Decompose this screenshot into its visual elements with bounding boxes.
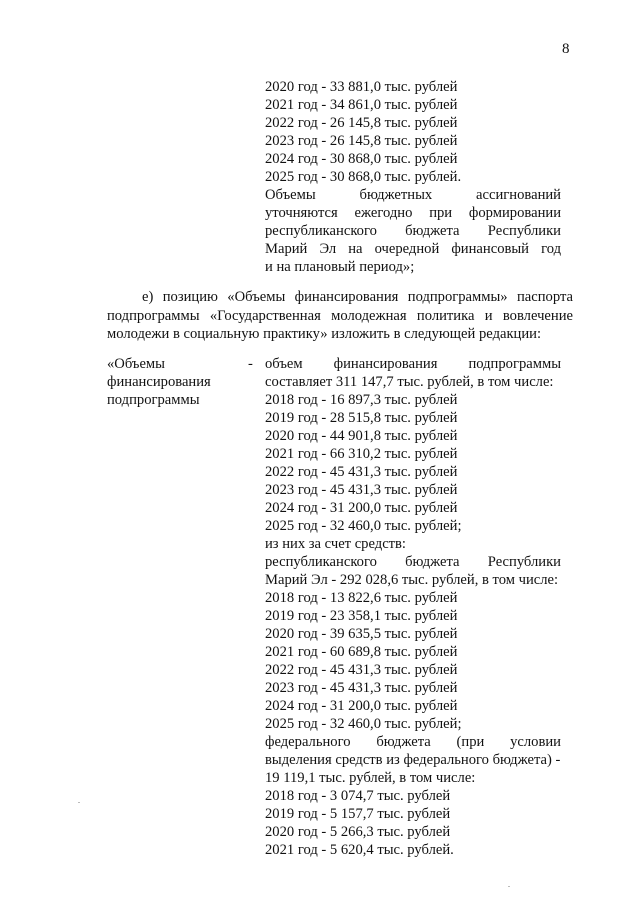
republic-year-line: 2021 год - 60 689,8 тыс. рублей [265, 644, 458, 660]
note-line: Марий Эл на очередной финансовый год [265, 241, 561, 257]
federal-line: 19 119,1 тыс. рублей, в том числе: [265, 770, 476, 786]
total-year-line: 2020 год - 44 901,8 тыс. рублей [265, 428, 458, 444]
year-line: 2020 год - 33 881,0 тыс. рублей [265, 79, 458, 95]
table-dash: - [248, 356, 253, 372]
year-line: 2022 год - 26 145,8 тыс. рублей [265, 115, 458, 131]
scan-speck [508, 886, 510, 887]
label-line: финансирования [107, 374, 211, 390]
republic-year-line: 2025 год - 32 460,0 тыс. рублей; [265, 716, 462, 732]
year-line: 2025 год - 30 868,0 тыс. рублей. [265, 169, 462, 185]
year-line: 2021 год - 34 861,0 тыс. рублей [265, 97, 458, 113]
republic-year-line: 2024 год - 31 200,0 тыс. рублей [265, 698, 458, 714]
total-year-line: 2019 год - 28 515,8 тыс. рублей [265, 410, 458, 426]
paragraph-e: е) позицию «Объемы финансирования подпрограммы» паспорта подпрограммы «Государственная молодежная политика и вовлечение молодежи в социальную практику» изложить в следующей редакции: [107, 289, 573, 342]
year-line: 2024 год - 30 868,0 тыс. рублей [265, 151, 458, 167]
federal-year-line: 2020 год - 5 266,3 тыс. рублей [265, 824, 451, 840]
republic-year-line: 2022 год - 45 431,3 тыс. рублей [265, 662, 458, 678]
label-line: «Объемы [107, 356, 165, 372]
sources-heading: из них за счет средств: [265, 536, 406, 552]
federal-year-line: 2021 год - 5 620,4 тыс. рублей. [265, 842, 454, 858]
table-label [107, 355, 247, 409]
republic-year-line: 2020 год - 39 635,5 тыс. рублей [265, 626, 458, 642]
republic-line: Марий Эл - 292 028,6 тыс. рублей, в том числе: [265, 572, 559, 588]
note-line: уточняются ежегодно при формировании [265, 205, 561, 221]
republic-year-line: 2018 год - 13 822,6 тыс. рублей [265, 590, 458, 606]
total-year-line: 2025 год - 32 460,0 тыс. рублей; [265, 518, 462, 534]
total-year-line: 2024 год - 31 200,0 тыс. рублей [265, 500, 458, 516]
note-line: и на плановый период»; [265, 259, 415, 275]
total-year-line: 2022 год - 45 431,3 тыс. рублей [265, 464, 458, 480]
intro-line: составляет 311 147,7 тыс. рублей, в том числе: [265, 374, 554, 390]
total-year-line: 2021 год - 66 310,2 тыс. рублей [265, 446, 458, 462]
republic-year-line: 2019 год - 23 358,1 тыс. рублей [265, 608, 458, 624]
note-line: республиканского бюджета Республики [265, 223, 561, 239]
total-year-line: 2023 год - 45 431,3 тыс. рублей [265, 482, 458, 498]
federal-year-line: 2018 год - 3 074,7 тыс. рублей [265, 788, 451, 804]
republic-year-line: 2023 год - 45 431,3 тыс. рублей [265, 680, 458, 696]
page-number: 8 [562, 41, 570, 57]
note-line: Объемы бюджетных ассигнований [265, 187, 561, 203]
scan-speck [78, 802, 80, 803]
label-line: подпрограммы [107, 392, 200, 408]
intro-line: объем финансирования подпрограммы [265, 356, 561, 372]
federal-year-line: 2019 год - 5 157,7 тыс. рублей [265, 806, 451, 822]
year-line: 2023 год - 26 145,8 тыс. рублей [265, 133, 458, 149]
total-year-line: 2018 год - 16 897,3 тыс. рублей [265, 392, 458, 408]
federal-line: федерального бюджета (при условии [265, 734, 561, 750]
federal-line: выделения средств из федерального бюджета) - [265, 752, 561, 768]
republic-line: республиканского бюджета Республики [265, 554, 561, 570]
